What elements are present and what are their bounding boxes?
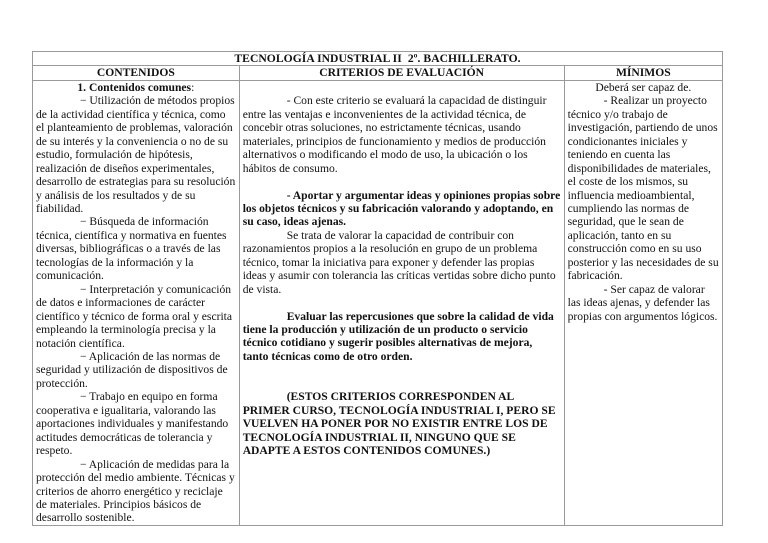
criterios-cell xyxy=(239,80,564,525)
contenidos-cell xyxy=(33,80,240,525)
title-row xyxy=(33,52,723,66)
title-subject: TECNOLOGÍA INDUSTRIAL II xyxy=(234,52,402,65)
document-page xyxy=(32,51,723,526)
content-row xyxy=(33,80,723,525)
column-header-criterios: CRITERIOS DE EVALUACIÓN xyxy=(239,66,564,80)
spacer xyxy=(243,296,561,309)
column-header-contenidos: CONTENIDOS xyxy=(33,66,240,80)
minimo-item: - Realizar un proyecto técnico y/o trabajo de investigación, partiendo de unos condicionantes iniciales y teniendo en cuenta las disponibilidades de materiales, el coste de los mismos, su influencia medioambiental, cumpliendo las normas de seguridad, que le sean de aplicación, tanto en su construcción como en su uso posterior y las necesidades de su fabricación. xyxy=(567,94,719,283)
criterio-note: (ESTOS CRITERIOS CORRESPONDEN AL PRIMER CURSO, TECNOLOGÍA INDUSTRIAL I, PERO SE VUELVEN HA PONER POR NO EXISTIR ENTRE LOS DE TECNOLOGÍA INDUSTRIAL II, NINGUNO QUE SE ADAPTE A ESTOS CONTENIDOS COMUNES.) xyxy=(242,390,556,458)
criterio-heading: - Aportar y argumentar ideas y opiniones propias sobre los objetos técnicos y su fabricación valorando y adoptando, en su caso, ideas ajenas. xyxy=(242,188,561,229)
criterio-paragraph: Se trata de valorar la capacidad de contribuir con razonamientos propios a la resolución en grupo de un problema técnico, tomar la iniciativa para exponer y defender las propias ideas y asumir con tolerancia las críticas vertidas sobre dicho punto de vista. xyxy=(242,228,556,296)
contenido-item: − Interpretación y comunicación de datos e informaciones de carácter científico y técnico de forma oral y escrita empleando la terminología precisa y la notación científica. xyxy=(36,282,233,350)
contenido-item: − Búsqueda de información técnica, científica y normativa en fuentes diversas, bibliográficas o a través de las tecnologías de la información y la comunicación. xyxy=(36,215,227,283)
minimo-item: - Ser capaz de valorar las ideas ajenas, y defender las propias con argumentos lógicos. xyxy=(567,282,718,323)
criterio-heading: Evaluar las repercusiones que sobre la calidad de vida tiene la producción y utilización de un producto o servicio técnico cotidiano y sugerir posibles alternativas de mejora, tanto técnicas como de otro orden. xyxy=(242,309,554,363)
minimos-intro: Deberá ser capaz de. xyxy=(595,80,692,94)
spacer xyxy=(243,175,561,188)
spacer xyxy=(243,377,561,390)
syllabus-table xyxy=(32,51,723,526)
title-course: 2º. BACHILLERATO. xyxy=(407,52,521,65)
spacer xyxy=(243,363,561,376)
contenido-item: − Trabajo en equipo en forma cooperativa e igualitaria, valorando las aportaciones individuales y manifestando actitudes democráticas de tolerancia y respeto. xyxy=(36,390,229,458)
document-title xyxy=(33,52,723,66)
contenido-item: − Aplicación de las normas de seguridad y utilización de dispositivos de protección. xyxy=(36,349,228,390)
minimos-cell xyxy=(564,80,722,525)
column-header-row xyxy=(33,66,723,80)
column-header-minimos: MÍNIMOS xyxy=(564,66,722,80)
criterio-paragraph: - Con este criterio se evaluará la capacidad de distinguir entre las ventajas e inconvenientes de la actividad técnica, de concebir otras soluciones, no estrictamente técnicas, usando materiales, principios de funcionamiento y medios de producción alternativos o modificando el modo de uso, la ubicación o los hábitos de consumo. xyxy=(242,94,547,175)
contenido-item: − Utilización de métodos propios de la actividad científica y técnica, como el planteamiento de problemas, valoración de su interés y la conveniencia o no de su estudio, formulación de hipótesis, realización de diseños experimentales, desarrollo de estrategias para su resolución y análisis de los resultados y de su fiabilidad. xyxy=(36,94,236,215)
section-heading: 1. Contenidos comunes: xyxy=(77,80,195,94)
contenido-item: − Aplicación de medidas para la protección del medio ambiente. Técnicas y criterios de ahorro energético y reciclaje de materiales. Principios básicos de desarrollo sostenible. xyxy=(36,457,235,525)
